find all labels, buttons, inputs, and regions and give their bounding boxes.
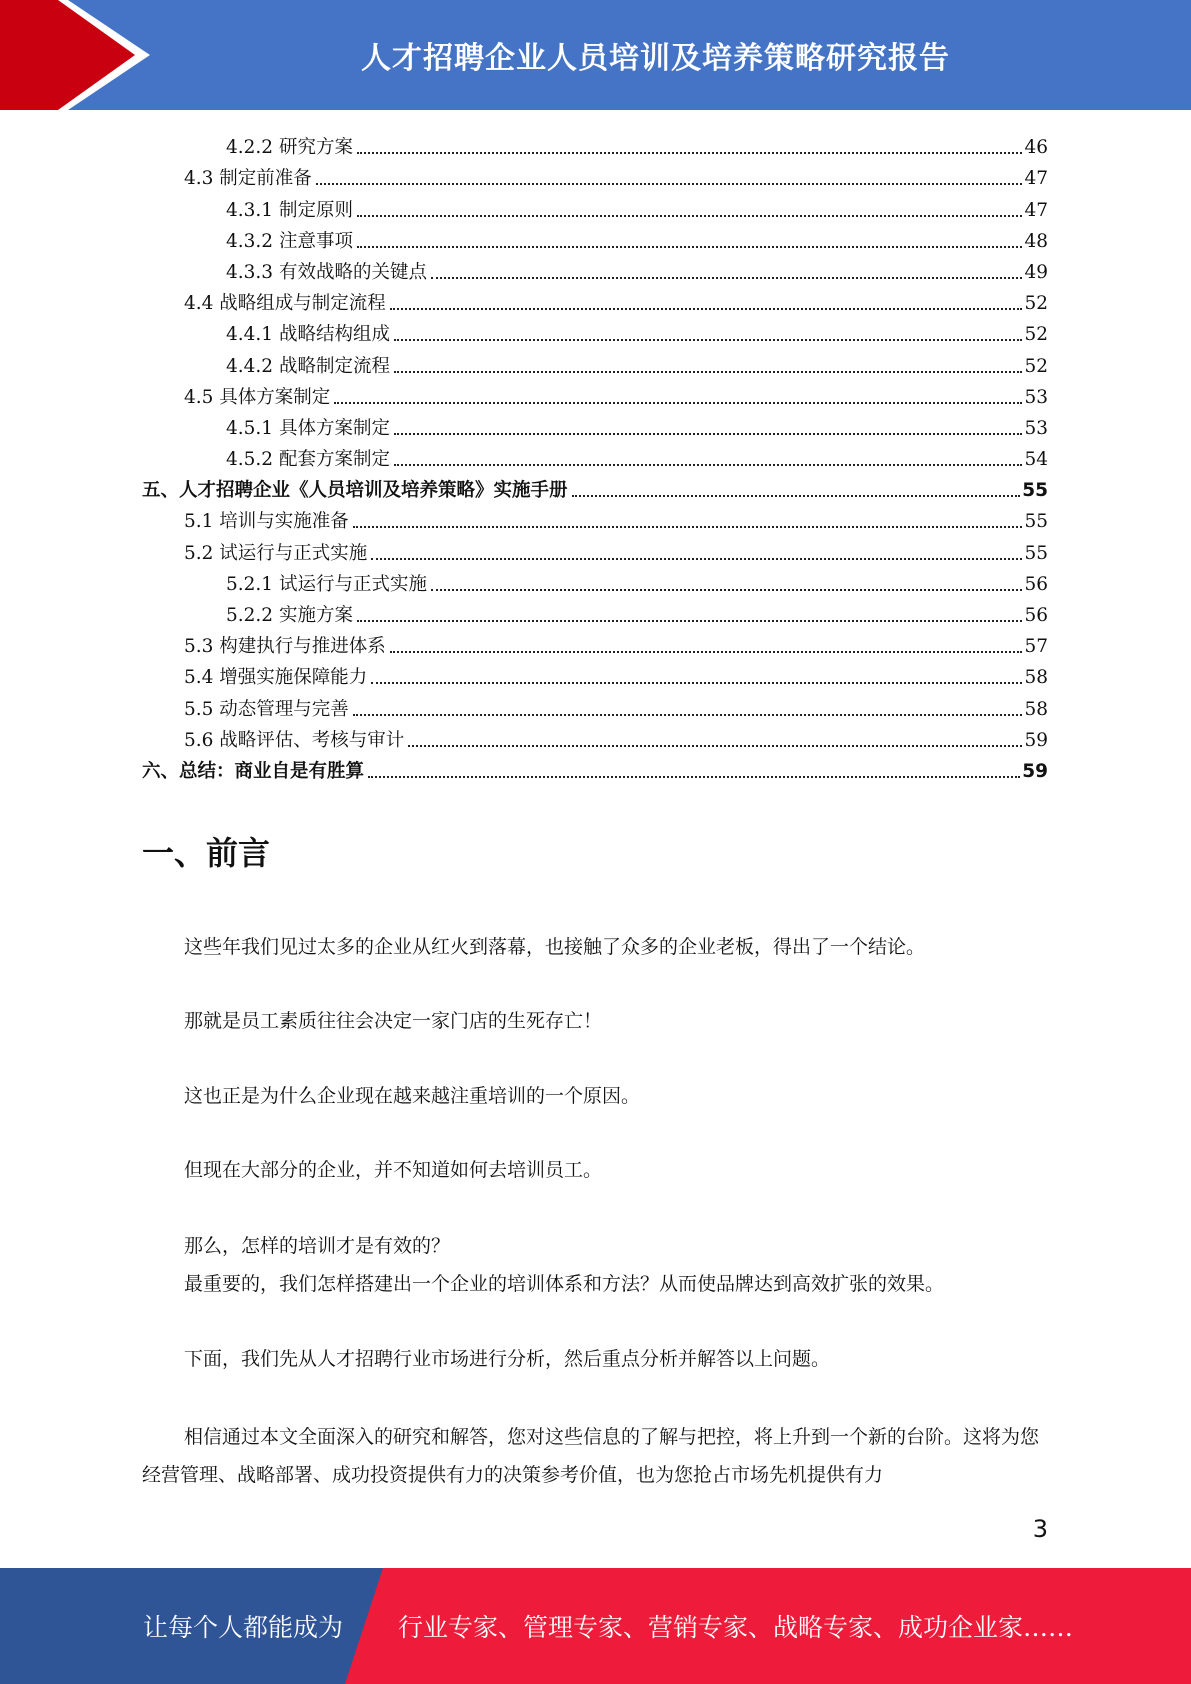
toc-leader-dots [353,714,1023,716]
toc-entry-page: 53 [1024,386,1048,408]
document-title: 人才招聘企业人员培训及培养策略研究报告 [361,41,950,76]
toc-entry[interactable] [142,346,1048,377]
toc-entry-label: 5.3 构建执行与推进体系 [184,636,386,658]
toc-leader-dots [357,152,1023,154]
paragraph: 那么，怎样的培训才是有效的？ [184,1235,451,1257]
toc-leader-dots [368,776,1020,778]
page-number: 3 [1032,1515,1048,1543]
toc-entry-page: 47 [1024,168,1048,190]
toc-entry[interactable] [142,752,1048,783]
toc-entry[interactable] [142,721,1048,752]
toc-leader-dots [357,246,1023,248]
toc-leader-dots [390,651,1023,653]
toc-entry[interactable] [142,253,1048,284]
paragraph: 但现在大部分的企业，并不知道如何去培训员工。 [184,1159,603,1181]
toc-leader-dots [316,183,1023,185]
toc-entry-page: 57 [1024,636,1048,658]
toc-entry[interactable] [142,471,1048,502]
toc-entry[interactable] [142,440,1048,471]
toc-leader-dots [394,464,1022,466]
toc-leader-dots [353,526,1023,528]
toc-entry-label: 5.2.1 试运行与正式实施 [226,573,427,595]
toc-leader-dots [431,277,1022,279]
toc-entry-page: 59 [1022,760,1048,782]
toc-entry-label: 5.5 动态管理与完善 [184,698,349,720]
toc-entry[interactable] [142,533,1048,564]
toc-entry[interactable] [142,409,1048,440]
footer-slogan-right: 行业专家、管理专家、营销专家、战略专家、成功企业家…… [398,1613,1074,1642]
toc-entry-label: 4.5.1 具体方案制定 [226,417,390,439]
page-footer [0,1568,1191,1684]
toc-entry[interactable] [142,502,1048,533]
toc-entry-page: 56 [1024,605,1048,626]
toc-entry-page: 55 [1022,480,1048,502]
toc-entry-label: 5.1 培训与实施准备 [184,511,349,533]
toc-entry[interactable] [142,565,1048,596]
toc-entry-label: 4.3.3 有效战略的关键点 [226,261,427,283]
toc-entry-label: 五、人才招聘企业《人员培训及培养策略》实施手册 [142,480,568,502]
toc-leader-dots [394,371,1022,373]
toc-leader-dots [357,215,1023,217]
header-chevron-decoration [0,0,160,110]
toc-entry-label: 4.3.1 制定原则 [226,199,353,221]
paragraph: 那就是员工素质往往会决定一家门店的生死存亡！ [184,1010,603,1032]
toc-entry[interactable] [142,222,1048,253]
toc-entry[interactable] [142,190,1048,221]
toc-entry-label: 4.2.2 研究方案 [226,137,353,159]
toc-entry[interactable] [142,627,1048,658]
toc-entry[interactable] [142,378,1048,409]
toc-entry-page: 53 [1024,417,1048,439]
toc-leader-dots [357,620,1023,622]
toc-leader-dots [334,402,1022,404]
toc-entry-page: 49 [1024,261,1048,283]
toc-entry-page: 58 [1024,667,1048,689]
paragraph: 相信通过本文全面深入的研究和解答，您对这些信息的了解与把控，将上升到一个新的台阶。这将为您经营管理、战略部署、成功投资提供有力的决策参考价值，也为您抢占市场先机提供有力 [142,1426,1040,1486]
toc-entry-label: 4.5 具体方案制定 [184,386,331,408]
toc-entry[interactable] [142,128,1048,159]
toc-leader-dots [394,339,1022,341]
toc-entry-page: 55 [1024,542,1048,564]
toc-entry[interactable] [142,159,1048,190]
toc-entry-page: 46 [1024,137,1048,159]
paragraph: 这些年我们见过太多的企业从红火到落幕，也接触了众多的企业老板，得出了一个结论。 [184,936,926,958]
toc-leader-dots [371,558,1022,560]
toc-entry-label: 5.2 试运行与正式实施 [184,542,368,564]
toc-entry-page: 52 [1024,324,1048,346]
toc-leader-dots [390,308,1023,310]
toc-entry[interactable] [142,315,1048,346]
toc-entry-label: 5.2.2 实施方案 [226,605,353,626]
toc-entry-page: 52 [1024,355,1048,377]
toc-entry-label: 4.3.2 注意事项 [226,230,353,252]
toc-entry-label: 4.4.1 战略结构组成 [226,324,390,346]
toc-leader-dots [394,433,1022,435]
footer-slogan-left: 让每个人都能成为 [143,1613,344,1642]
toc-entry-page: 55 [1024,511,1048,533]
toc-entry-label: 4.5.2 配套方案制定 [226,449,390,471]
toc-entry-label: 4.3 制定前准备 [184,168,312,190]
toc-entry-page: 59 [1024,729,1048,751]
toc-leader-dots [408,745,1022,747]
section-heading: 一、前言 [142,834,271,872]
toc-entry[interactable] [142,689,1048,720]
toc-entry[interactable] [142,596,1048,627]
paragraph: 最重要的，我们怎样搭建出一个企业的培训体系和方法？从而使品牌达到高效扩张的效果。 [184,1273,945,1295]
table-of-contents [142,128,1048,783]
page-header [0,0,1191,110]
toc-entry[interactable] [142,658,1048,689]
toc-entry-label: 4.4 战略组成与制定流程 [184,293,386,315]
toc-entry-label: 5.6 战略评估、考核与审计 [184,729,405,751]
toc-leader-dots [431,589,1022,591]
toc-entry-label: 5.4 增强实施保障能力 [184,667,368,689]
paragraph: 下面，我们先从人才招聘行业市场进行分析，然后重点分析并解答以上问题。 [184,1348,831,1370]
toc-leader-dots [572,495,1021,497]
toc-entry[interactable] [142,284,1048,315]
toc-entry-label: 六、总结：商业自是有胜算 [142,760,365,782]
toc-entry-page: 54 [1024,449,1048,471]
toc-leader-dots [371,682,1022,684]
toc-entry-page: 56 [1024,573,1048,595]
paragraph: 这也正是为什么企业现在越来越注重培训的一个原因。 [184,1085,641,1107]
toc-entry-page: 47 [1024,199,1048,221]
toc-entry-page: 58 [1024,698,1048,720]
toc-entry-label: 4.4.2 战略制定流程 [226,355,390,377]
toc-entry-page: 48 [1024,230,1048,252]
toc-entry-page: 52 [1024,293,1048,315]
